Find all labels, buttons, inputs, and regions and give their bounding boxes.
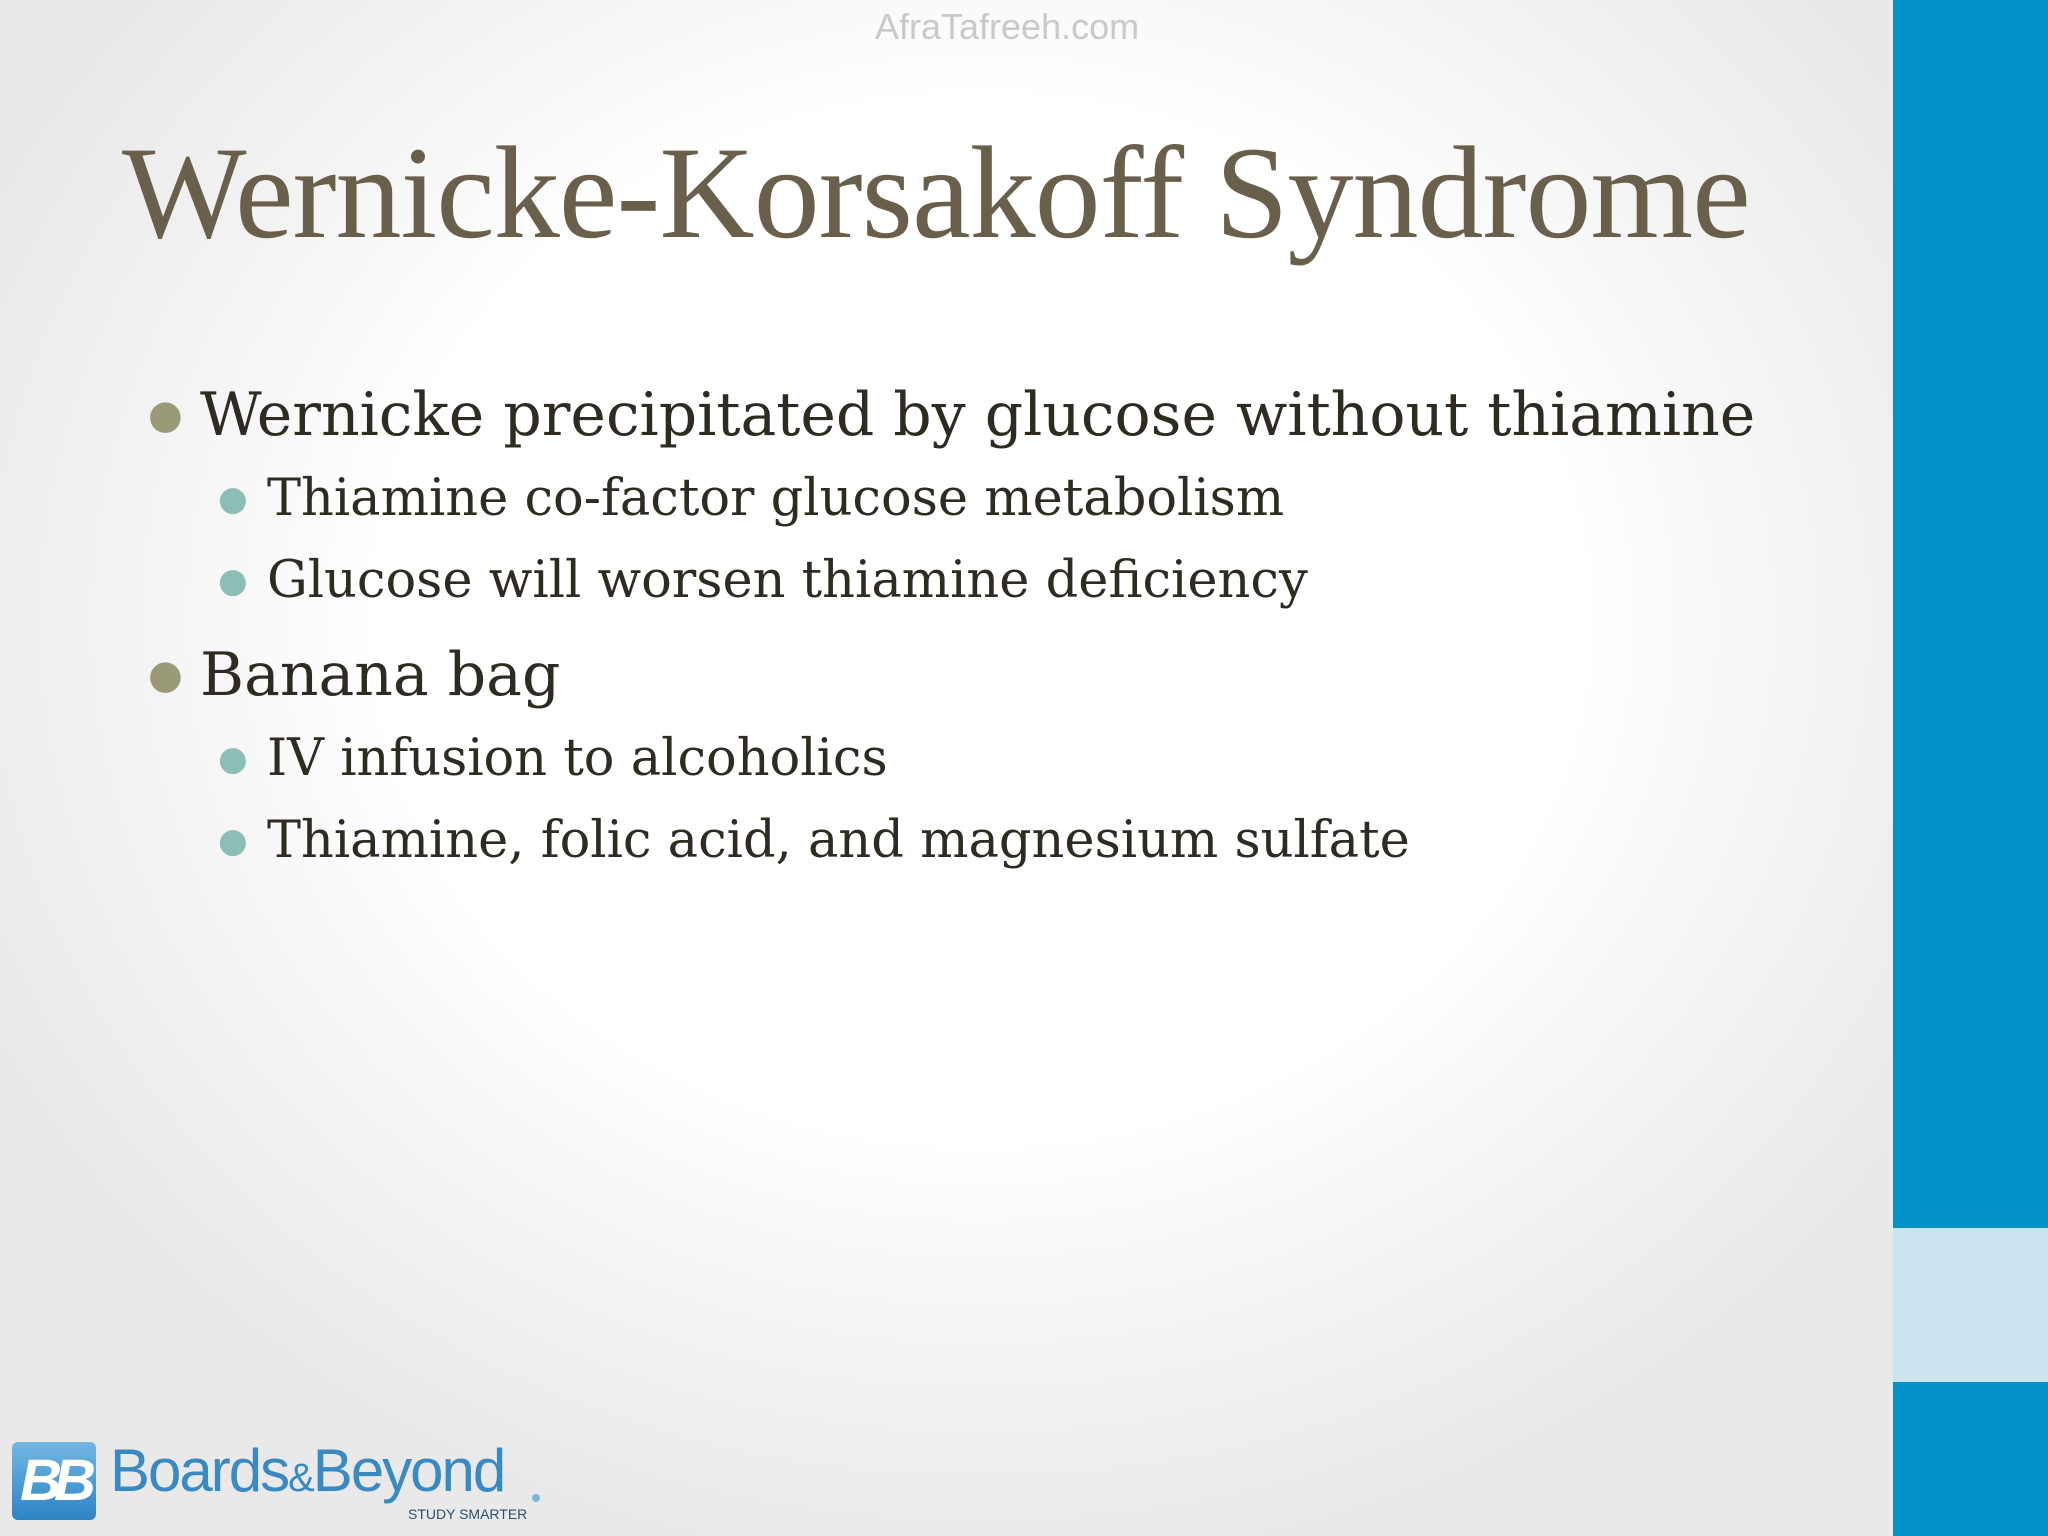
logo-ampersand: & xyxy=(288,1456,313,1500)
logo-mark-text: BB xyxy=(20,1448,88,1513)
bullet-level2 xyxy=(148,540,1848,622)
bullet-dot-icon: ● xyxy=(218,479,248,519)
spacer xyxy=(148,622,1848,632)
logo-mark-icon xyxy=(12,1442,96,1520)
bullet-dot-icon: ● xyxy=(218,561,248,601)
bullet-text: Thiamine, folic acid, and magnesium sulfate xyxy=(267,811,1410,870)
bullet-dot-icon: ● xyxy=(218,739,248,779)
bullet-dot-icon: ● xyxy=(148,392,183,438)
bullet-level1 xyxy=(148,632,1848,718)
bullet-text: Wernicke precipitated by glucose without thiamine xyxy=(200,380,1756,450)
logo-name-part2: Beyond xyxy=(312,1437,505,1504)
bullet-level2 xyxy=(148,718,1848,800)
logo-wordmark xyxy=(110,1436,504,1505)
slide-body xyxy=(148,372,1848,882)
watermark-text: AfraTafreeh.com xyxy=(875,6,1140,47)
bullet-text: IV infusion to alcoholics xyxy=(267,729,888,788)
bullet-level2 xyxy=(148,800,1848,882)
bullet-level2 xyxy=(148,458,1848,540)
logo-name-part1: Boards xyxy=(110,1437,289,1504)
registered-mark-icon xyxy=(532,1494,540,1502)
boards-and-beyond-logo xyxy=(12,1437,552,1532)
bullet-dot-icon: ● xyxy=(148,652,183,698)
bullet-text: Banana bag xyxy=(200,640,561,710)
slide-title: Wernicke-Korsakoff Syndrome xyxy=(122,119,1750,266)
bullet-level1 xyxy=(148,372,1848,458)
logo-tagline: STUDY SMARTER xyxy=(408,1506,528,1522)
bullet-text: Thiamine co-factor glucose metabolism xyxy=(267,469,1285,528)
accent-side-bar-light-block xyxy=(1893,1228,2048,1382)
bullet-dot-icon: ● xyxy=(218,821,248,861)
bullet-text: Glucose will worsen thiamine deficiency xyxy=(267,551,1308,610)
